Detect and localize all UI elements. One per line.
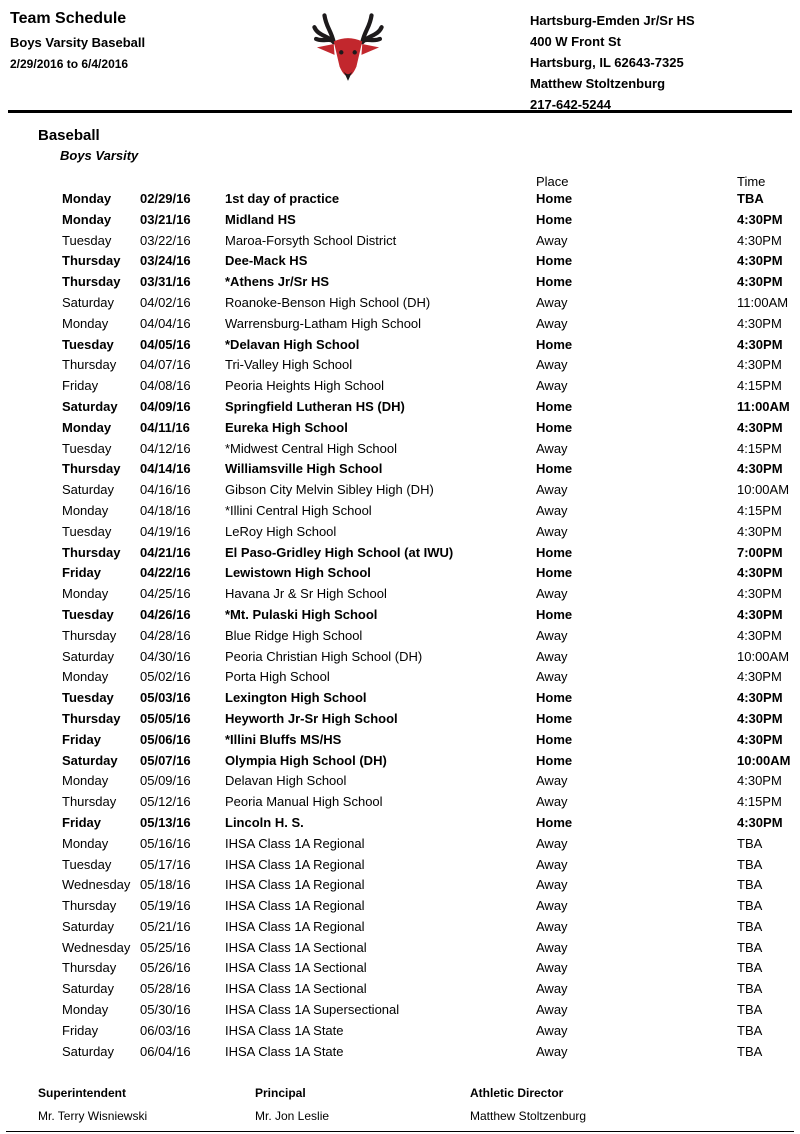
footer-columns: [0, 1086, 800, 1131]
footer-name: Mr. Jon Leslie: [255, 1109, 330, 1123]
cell-time: TBA: [737, 835, 763, 851]
cell-opponent: Peoria Heights High School: [225, 378, 384, 394]
cell-time: 10:00AM: [737, 752, 791, 768]
school-phone: 217-642-5244: [530, 97, 611, 112]
cell-place: Away: [536, 1002, 568, 1018]
cell-opponent: Lincoln H. S.: [225, 814, 304, 830]
cell-day: Monday: [62, 773, 109, 789]
cell-date: 06/03/16: [140, 1022, 191, 1038]
cell-opponent: Peoria Manual High School: [225, 794, 383, 810]
cell-opponent: IHSA Class 1A Regional: [225, 856, 365, 872]
cell-place: Away: [536, 627, 568, 643]
cell-opponent: *Delavan High School: [225, 336, 360, 352]
cell-place: Away: [536, 898, 568, 914]
cell-time: 4:30PM: [737, 523, 782, 539]
cell-place: Away: [536, 232, 568, 248]
cell-place: Home: [536, 274, 573, 290]
time-column-header: Time: [737, 175, 766, 189]
cell-place: Away: [536, 357, 568, 373]
cell-day: Monday: [62, 419, 112, 435]
cell-time: TBA: [737, 856, 763, 872]
header-date-spacer: [140, 175, 225, 189]
schedule-row: [0, 1042, 800, 1063]
cell-date: 02/29/16: [140, 191, 191, 206]
team-subtitle: Boys Varsity Baseball: [10, 35, 146, 50]
cell-opponent: IHSA Class 1A Sectional: [225, 981, 367, 997]
cell-opponent: IHSA Class 1A State: [225, 1043, 344, 1059]
cell-date: 04/14/16: [140, 461, 191, 477]
schedule-row: [0, 335, 800, 356]
cell-time: 4:30PM: [737, 336, 783, 352]
cell-date: 03/24/16: [140, 253, 191, 269]
cell-time: 10:00AM: [737, 482, 790, 498]
cell-time: 4:30PM: [737, 606, 783, 622]
cell-date: 04/28/16: [140, 627, 191, 643]
cell-place: Home: [536, 191, 573, 206]
cell-time: 4:15PM: [737, 378, 782, 394]
mascot-logo: [298, 10, 398, 88]
cell-day: Monday: [62, 191, 112, 206]
cell-opponent: Gibson City Melvin Sibley High (DH): [225, 482, 434, 498]
cell-day: Tuesday: [62, 606, 114, 622]
cell-day: Thursday: [62, 357, 117, 373]
cell-place: Home: [536, 461, 573, 477]
cell-opponent: 1st day of practice: [225, 191, 340, 206]
cell-place: Away: [536, 856, 568, 872]
cell-date: 05/28/16: [140, 981, 191, 997]
cell-opponent: El Paso-Gridley High School (at IWU): [225, 544, 454, 560]
cell-day: Thursday: [62, 710, 121, 726]
cell-place: Away: [536, 482, 568, 498]
cell-day: Tuesday: [62, 336, 114, 352]
cell-place: Away: [536, 1043, 568, 1059]
cell-time: 4:30PM: [737, 315, 782, 331]
schedule-row: [0, 272, 800, 293]
cell-date: 04/22/16: [140, 565, 191, 581]
cell-place: Away: [536, 294, 568, 310]
cell-date: 05/13/16: [140, 814, 191, 830]
cell-opponent: IHSA Class 1A State: [225, 1022, 344, 1038]
date-range: 2/29/2016 to 6/4/2016: [10, 57, 129, 71]
cell-opponent: Springfield Lutheran HS (DH): [225, 398, 405, 414]
cell-opponent: Peoria Christian High School (DH): [225, 648, 423, 664]
cell-day: Thursday: [62, 274, 121, 290]
cell-time: TBA: [737, 1043, 763, 1059]
cell-opponent: Havana Jr & Sr High School: [225, 586, 387, 602]
cell-day: Monday: [62, 315, 109, 331]
cell-time: TBA: [737, 877, 763, 893]
cell-opponent: IHSA Class 1A Regional: [225, 898, 365, 914]
cell-day: Friday: [62, 814, 102, 830]
schedule-row: [0, 376, 800, 397]
header-event-spacer: [225, 175, 536, 189]
footer-athletic-director: [470, 1086, 792, 1131]
schedule-row: [0, 314, 800, 335]
cell-place: Away: [536, 669, 568, 685]
cell-day: Saturday: [62, 1043, 115, 1059]
schedule-row: [0, 771, 800, 792]
team-heading: Boys Varsity: [60, 148, 139, 163]
cell-place: Home: [536, 211, 573, 227]
cell-day: Saturday: [62, 918, 115, 934]
cell-date: 04/08/16: [140, 378, 191, 394]
cell-time: 11:00AM: [737, 294, 789, 310]
cell-time: TBA: [737, 191, 764, 206]
cell-time: 11:00AM: [737, 398, 790, 414]
cell-date: 04/09/16: [140, 398, 191, 414]
cell-opponent: Midland HS: [225, 211, 296, 227]
schedule-row: [0, 251, 800, 272]
cell-date: 04/19/16: [140, 523, 191, 539]
cell-time: 4:30PM: [737, 690, 783, 706]
schedule-row: [0, 813, 800, 834]
cell-place: Away: [536, 378, 568, 394]
header-left: [10, 10, 298, 71]
cell-date: 05/02/16: [140, 669, 191, 685]
cell-opponent: *Illini Central High School: [225, 502, 372, 518]
schedule-row: [0, 958, 800, 979]
schedule-row: [0, 584, 800, 605]
footer-name: Mr. Terry Wisniewski: [38, 1109, 148, 1123]
cell-date: 04/26/16: [140, 606, 191, 622]
cell-day: Thursday: [62, 794, 117, 810]
cell-time: 4:30PM: [737, 232, 782, 248]
cell-place: Away: [536, 440, 568, 456]
cell-place: Home: [536, 690, 573, 706]
cell-opponent: Lewistown High School: [225, 565, 371, 581]
schedule-row: [0, 875, 800, 896]
page-title: Team Schedule: [10, 10, 127, 27]
school-street: 400 W Front St: [530, 34, 622, 49]
cell-date: 04/21/16: [140, 544, 191, 560]
schedule-table: [0, 175, 800, 1062]
cell-day: Tuesday: [62, 856, 112, 872]
cell-time: 4:30PM: [737, 710, 783, 726]
footer-title: Superintendent: [38, 1086, 127, 1100]
cell-opponent: Roanoke-Benson High School (DH): [225, 294, 431, 310]
cell-place: Away: [536, 939, 568, 955]
cell-time: 4:30PM: [737, 731, 783, 747]
cell-day: Thursday: [62, 960, 117, 976]
cell-date: 03/22/16: [140, 232, 191, 248]
cell-date: 05/17/16: [140, 856, 191, 872]
cell-place: Away: [536, 794, 568, 810]
cell-date: 05/25/16: [140, 939, 191, 955]
schedule-row: [0, 896, 800, 917]
page-footer: [0, 1086, 800, 1134]
cell-date: 03/21/16: [140, 211, 191, 227]
cell-day: Wednesday: [62, 877, 131, 893]
cell-opponent: *Midwest Central High School: [225, 440, 397, 456]
cell-day: Monday: [62, 1002, 109, 1018]
cell-day: Monday: [62, 669, 109, 685]
cell-time: 4:30PM: [737, 814, 783, 830]
cell-day: Friday: [62, 378, 99, 394]
schedule-row: [0, 501, 800, 522]
cell-opponent: *Athens Jr/Sr HS: [225, 274, 330, 290]
schedule-row: [0, 293, 800, 314]
schedule-row: [0, 1021, 800, 1042]
cell-time: 4:30PM: [737, 253, 783, 269]
cell-time: TBA: [737, 981, 763, 997]
cell-place: Home: [536, 398, 573, 414]
cell-opponent: Lexington High School: [225, 690, 367, 706]
cell-place: Home: [536, 752, 573, 768]
cell-date: 04/12/16: [140, 440, 191, 456]
cell-opponent: Dee-Mack HS: [225, 253, 308, 269]
cell-opponent: Warrensburg-Latham High School: [225, 315, 422, 331]
cell-place: Home: [536, 253, 573, 269]
cell-date: 05/09/16: [140, 773, 191, 789]
schedule-row: [0, 709, 800, 730]
cell-opponent: Delavan High School: [225, 773, 347, 789]
cell-date: 04/07/16: [140, 357, 191, 373]
cell-opponent: IHSA Class 1A Supersectional: [225, 1002, 400, 1018]
cell-day: Tuesday: [62, 440, 112, 456]
cell-date: 04/05/16: [140, 336, 191, 352]
cell-date: 04/25/16: [140, 586, 191, 602]
cell-opponent: Heyworth Jr-Sr High School: [225, 710, 398, 726]
schedule-row: [0, 459, 800, 480]
cell-opponent: Tri-Valley High School: [225, 357, 353, 373]
cell-day: Saturday: [62, 981, 115, 997]
place-column-header: Place: [536, 175, 569, 189]
sport-heading: Baseball: [38, 127, 100, 144]
schedule-row: [0, 834, 800, 855]
cell-opponent: Porta High School: [225, 669, 330, 685]
cell-date: 05/16/16: [140, 835, 191, 851]
cell-place: Away: [536, 877, 568, 893]
footer-title: Principal: [255, 1086, 306, 1100]
cell-place: Away: [536, 773, 568, 789]
schedule-row: [0, 439, 800, 460]
cell-opponent: IHSA Class 1A Regional: [225, 918, 365, 934]
cell-time: 4:30PM: [737, 357, 782, 373]
cell-time: 4:30PM: [737, 274, 783, 290]
cell-place: Away: [536, 1022, 568, 1038]
schedule-row: [0, 605, 800, 626]
cell-day: Thursday: [62, 461, 121, 477]
school-info: [530, 10, 792, 115]
cell-day: Thursday: [62, 253, 121, 269]
cell-time: 4:30PM: [737, 627, 782, 643]
cell-date: 04/04/16: [140, 315, 191, 331]
cell-place: Away: [536, 981, 568, 997]
schedule-row: [0, 397, 800, 418]
cell-time: 4:30PM: [737, 565, 783, 581]
school-contact: Matthew Stoltzenburg: [530, 76, 666, 91]
cell-day: Thursday: [62, 898, 117, 914]
cell-date: 05/18/16: [140, 877, 191, 893]
cell-date: 05/21/16: [140, 918, 191, 934]
page-header: [0, 0, 800, 112]
cell-day: Tuesday: [62, 232, 112, 248]
cell-day: Wednesday: [62, 939, 131, 955]
cell-place: Home: [536, 814, 573, 830]
cell-time: 4:15PM: [737, 502, 782, 518]
cell-place: Home: [536, 606, 573, 622]
cell-date: 05/06/16: [140, 731, 191, 747]
footer-title: Athletic Director: [470, 1086, 564, 1100]
cell-opponent: LeRoy High School: [225, 523, 337, 539]
cell-date: 05/03/16: [140, 690, 191, 706]
cell-time: 4:30PM: [737, 211, 783, 227]
school-city: Hartsburg, IL 62643-7325: [530, 55, 684, 70]
cell-place: Away: [536, 586, 568, 602]
footer-divider: [6, 1131, 794, 1132]
cell-day: Saturday: [62, 752, 118, 768]
cell-day: Saturday: [62, 398, 118, 414]
schedule-row: [0, 563, 800, 584]
schedule-rows: [0, 189, 800, 1062]
cell-opponent: Olympia High School (DH): [225, 752, 387, 768]
schedule-row: [0, 667, 800, 688]
cell-date: 05/07/16: [140, 752, 191, 768]
schedule-row: [0, 480, 800, 501]
cell-day: Thursday: [62, 544, 121, 560]
footer-principal: [255, 1086, 470, 1131]
cell-place: Home: [536, 544, 573, 560]
schedule-row: [0, 647, 800, 668]
cell-time: 4:30PM: [737, 461, 783, 477]
cell-opponent: *Mt. Pulaski High School: [225, 606, 378, 622]
cell-opponent: Blue Ridge High School: [225, 627, 363, 643]
schedule-row: [0, 792, 800, 813]
cell-date: 04/11/16: [140, 419, 190, 435]
cell-place: Away: [536, 315, 568, 331]
schedule-row: [0, 938, 800, 959]
cell-date: 05/12/16: [140, 794, 191, 810]
cell-time: 4:30PM: [737, 669, 782, 685]
table-header-row: [0, 175, 800, 189]
schedule-row: [0, 751, 800, 772]
cell-time: TBA: [737, 1002, 763, 1018]
cell-day: Friday: [62, 731, 102, 747]
cell-opponent: IHSA Class 1A Regional: [225, 835, 365, 851]
schedule-row: [0, 418, 800, 439]
schedule-row: [0, 979, 800, 1000]
school-name: Hartsburg-Emden Jr/Sr HS: [530, 13, 695, 28]
schedule-row: [0, 210, 800, 231]
cell-time: TBA: [737, 939, 763, 955]
schedule-row: [0, 355, 800, 376]
cell-opponent: Maroa-Forsyth School District: [225, 232, 397, 248]
cell-place: Home: [536, 710, 573, 726]
cell-date: 04/16/16: [140, 482, 191, 498]
stag-head-icon: [306, 10, 390, 88]
cell-day: Monday: [62, 211, 112, 227]
cell-time: TBA: [737, 898, 763, 914]
cell-place: Away: [536, 835, 568, 851]
cell-day: Monday: [62, 835, 109, 851]
cell-day: Saturday: [62, 294, 115, 310]
schedule-row: [0, 917, 800, 938]
cell-time: 4:30PM: [737, 419, 783, 435]
cell-time: 4:30PM: [737, 586, 782, 602]
footer-superintendent: [38, 1086, 255, 1131]
header-day-spacer: [62, 175, 140, 189]
cell-opponent: IHSA Class 1A Regional: [225, 877, 365, 893]
cell-opponent: Williamsville High School: [225, 461, 383, 477]
cell-time: 4:15PM: [737, 440, 782, 456]
cell-date: 04/18/16: [140, 502, 191, 518]
cell-place: Home: [536, 336, 573, 352]
schedule-row: [0, 688, 800, 709]
cell-time: 4:30PM: [737, 773, 782, 789]
cell-place: Away: [536, 502, 568, 518]
cell-day: Monday: [62, 502, 109, 518]
footer-name: Matthew Stoltzenburg: [470, 1109, 587, 1123]
cell-date: 04/02/16: [140, 294, 191, 310]
cell-time: TBA: [737, 918, 763, 934]
cell-day: Thursday: [62, 627, 117, 643]
cell-place: Away: [536, 523, 568, 539]
cell-day: Monday: [62, 586, 109, 602]
cell-day: Saturday: [62, 482, 115, 498]
cell-opponent: *Illini Bluffs MS/HS: [225, 731, 342, 747]
schedule-row: [0, 626, 800, 647]
cell-place: Home: [536, 731, 573, 747]
schedule-row: [0, 730, 800, 751]
cell-time: 7:00PM: [737, 544, 783, 560]
cell-opponent: IHSA Class 1A Sectional: [225, 939, 367, 955]
schedule-row: [0, 189, 800, 210]
schedule-row: [0, 543, 800, 564]
cell-day: Saturday: [62, 648, 115, 664]
cell-place: Away: [536, 648, 568, 664]
cell-time: TBA: [737, 960, 763, 976]
cell-date: 05/19/16: [140, 898, 191, 914]
cell-opponent: Eureka High School: [225, 419, 348, 435]
cell-time: TBA: [737, 1022, 763, 1038]
schedule-row: [0, 231, 800, 252]
cell-place: Away: [536, 960, 568, 976]
cell-date: 03/31/16: [140, 274, 191, 290]
cell-date: 05/30/16: [140, 1002, 191, 1018]
cell-time: 4:15PM: [737, 794, 782, 810]
cell-date: 05/05/16: [140, 710, 191, 726]
cell-place: Home: [536, 419, 573, 435]
cell-date: 06/04/16: [140, 1043, 191, 1059]
cell-day: Friday: [62, 565, 102, 581]
cell-day: Friday: [62, 1022, 99, 1038]
cell-date: 05/26/16: [140, 960, 191, 976]
schedule-row: [0, 855, 800, 876]
cell-place: Away: [536, 918, 568, 934]
cell-place: Home: [536, 565, 573, 581]
schedule-row: [0, 522, 800, 543]
cell-time: 10:00AM: [737, 648, 790, 664]
cell-date: 04/30/16: [140, 648, 191, 664]
cell-opponent: IHSA Class 1A Sectional: [225, 960, 367, 976]
cell-day: Tuesday: [62, 523, 112, 539]
schedule-row: [0, 1000, 800, 1021]
cell-day: Tuesday: [62, 690, 114, 706]
